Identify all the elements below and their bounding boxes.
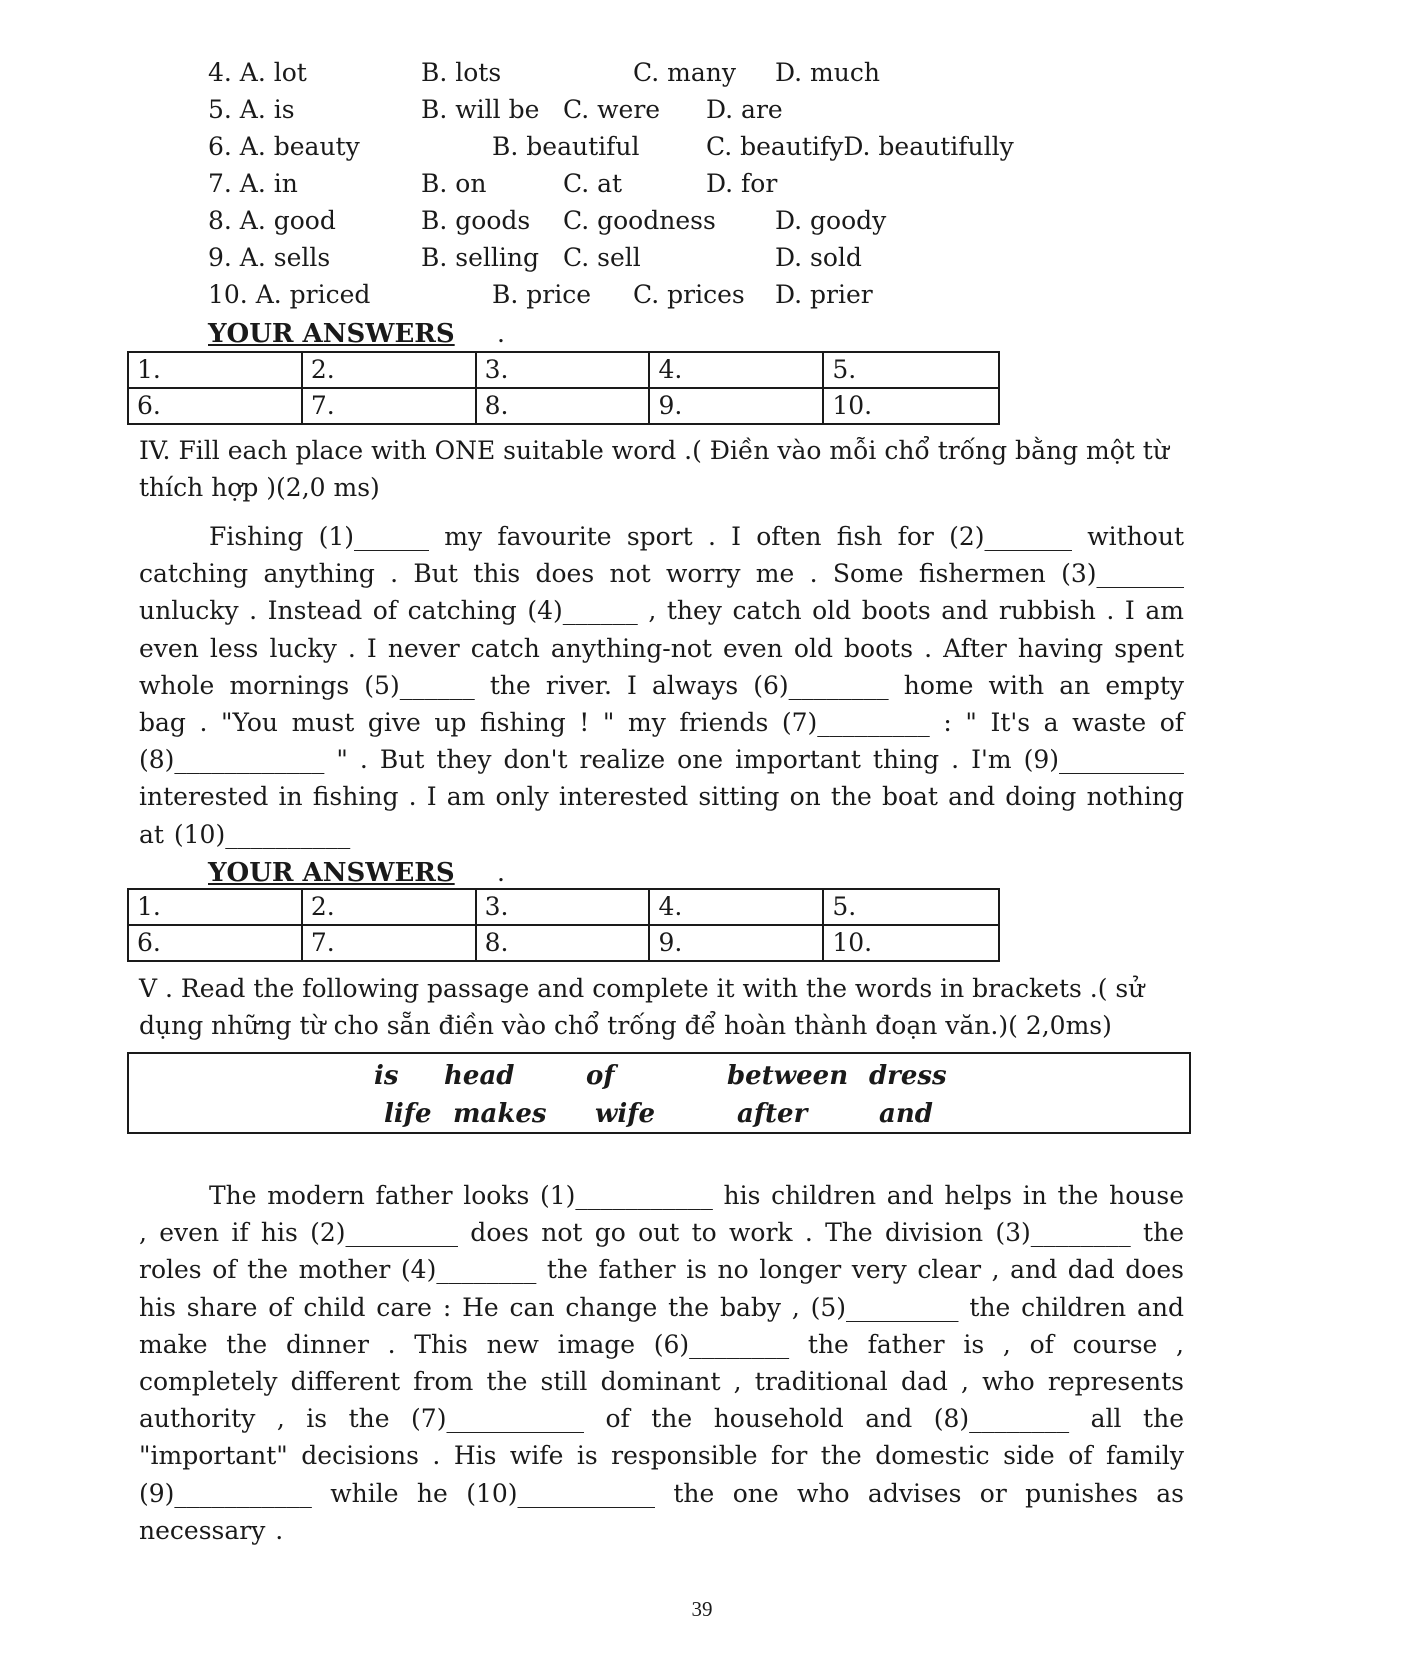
answer-cell-6[interactable]: 6. bbox=[128, 388, 302, 424]
option-b: B. price bbox=[492, 280, 592, 309]
answer-cell-2[interactable]: 2. bbox=[302, 889, 476, 925]
option-b: B. lots bbox=[421, 58, 502, 87]
option-a: 4. A. lot bbox=[208, 58, 307, 87]
option-d: D. goody bbox=[775, 206, 887, 235]
option-c: C. were bbox=[563, 95, 661, 124]
word-bank-item: dress bbox=[869, 1061, 947, 1091]
answer-cell-8[interactable]: 8. bbox=[476, 388, 650, 424]
section-v-heading: V . Read the following passage and complete it with the words in brackets .( sử dụng những từ cho sẵn điền vào chổ trống để hoàn thành đoạn văn.)( 2,0ms) bbox=[139, 974, 1145, 1040]
your-answers-heading: YOUR ANSWERS bbox=[208, 319, 455, 349]
option-d: D. for bbox=[706, 169, 778, 198]
answer-table bbox=[127, 888, 1000, 962]
option-a: 6. A. beauty bbox=[208, 132, 360, 161]
word-bank-item: makes bbox=[453, 1099, 547, 1129]
your-answers-dot: . bbox=[497, 319, 505, 348]
word-bank-item: between bbox=[727, 1061, 849, 1091]
option-b: B. beautiful bbox=[492, 132, 640, 161]
answer-cell-6[interactable]: 6. bbox=[128, 925, 302, 961]
your-answers-dot: . bbox=[497, 858, 505, 887]
option-c: C. prices bbox=[633, 280, 745, 309]
answer-cell-4[interactable]: 4. bbox=[649, 352, 823, 388]
word-bank-item: head bbox=[444, 1061, 515, 1091]
option-a: 8. A. good bbox=[208, 206, 336, 235]
answer-table bbox=[127, 351, 1000, 425]
answer-cell-8[interactable]: 8. bbox=[476, 925, 650, 961]
passage-paragraph: Fishing (1)______ my favourite sport . I often fish for (2)_______ without catching anything . But this does not worry me . Some fishermen (3)_______ unlucky . Instead of catching (4)______ , they catch old boots and rubbish . I am even less lucky . I never catch anything-not even old boots . After having spent whole mornings (5)______ the river. I always (6)________ home with an empty bag . "You must give up fishing ! " my friends (7)_________ : " It's a waste of (8)____________ " . But they don't realize one important thing . I'm (9)__________ interested in fishing . I am only interested sitting on the boat and doing nothing at (10)__________ bbox=[139, 522, 1184, 849]
answer-cell-1[interactable]: 1. bbox=[128, 889, 302, 925]
answer-cell-3[interactable]: 3. bbox=[476, 889, 650, 925]
answer-cell-5[interactable]: 5. bbox=[823, 352, 999, 388]
answer-cell-4[interactable]: 4. bbox=[649, 889, 823, 925]
answer-cell-3[interactable]: 3. bbox=[476, 352, 650, 388]
answer-cell-7[interactable]: 7. bbox=[302, 925, 476, 961]
option-c: C. sell bbox=[563, 243, 641, 272]
answer-cell-1[interactable]: 1. bbox=[128, 352, 302, 388]
option-a: 7. A. in bbox=[208, 169, 298, 198]
your-answers-heading: YOUR ANSWERS bbox=[208, 858, 455, 888]
option-a: 9. A. sells bbox=[208, 243, 331, 272]
option-d: D. are bbox=[706, 95, 783, 124]
word-bank-item: is bbox=[374, 1061, 399, 1091]
option-c: C. goodness bbox=[563, 206, 716, 235]
word-bank bbox=[127, 1052, 1191, 1134]
page-number: 39 bbox=[691, 1597, 713, 1621]
option-c: C. many bbox=[633, 58, 736, 87]
option-b: B. on bbox=[421, 169, 487, 198]
answer-cell-10[interactable]: 10. bbox=[823, 925, 999, 961]
answer-cell-9[interactable]: 9. bbox=[649, 388, 823, 424]
option-c: C. beautifyD. beautifully bbox=[706, 132, 1014, 161]
option-b: B. goods bbox=[421, 206, 531, 235]
answer-cell-7[interactable]: 7. bbox=[302, 388, 476, 424]
word-bank-item: after bbox=[737, 1099, 808, 1129]
section-iv-passage bbox=[139, 518, 1184, 853]
answer-cell-10[interactable]: 10. bbox=[823, 388, 999, 424]
option-d: D. prier bbox=[775, 280, 873, 309]
option-b: B. will be bbox=[421, 95, 540, 124]
word-bank-item: life bbox=[384, 1099, 432, 1129]
answer-cell-9[interactable]: 9. bbox=[649, 925, 823, 961]
answer-cell-5[interactable]: 5. bbox=[823, 889, 999, 925]
option-c: C. at bbox=[563, 169, 623, 198]
option-b: B. selling bbox=[421, 243, 539, 272]
option-a: 5. A. is bbox=[208, 95, 295, 124]
option-d: D. much bbox=[775, 58, 880, 87]
passage-paragraph: The modern father looks (1)___________ his children and helps in the house , even if his (2)_________ does not go out to work . The division (3)________ the roles of the mother (4)________ the father is no longer very clear , and dad does his share of child care : He can change the baby , (5)_________ the children and make the dinner . This new image (6)________ the father is , of course , completely different from the still dominant , traditional dad , who represents authority , is the (7)___________ of the household and (8)________ all the "important" decisions . His wife is responsible for the domestic side of family (9)___________ while he (10)___________ the one who advises or punishes as necessary . bbox=[139, 1181, 1184, 1545]
answer-cell-2[interactable]: 2. bbox=[302, 352, 476, 388]
option-a: 10. A. priced bbox=[208, 280, 371, 309]
word-bank-item: of bbox=[586, 1061, 615, 1091]
section-v-passage bbox=[139, 1177, 1184, 1549]
word-bank-item: wife bbox=[595, 1099, 655, 1129]
section-iv-heading: IV. Fill each place with ONE suitable word .( Điền vào mỗi chổ trống bằng một từ thích hợp )(2,0 ms) bbox=[139, 436, 1169, 502]
option-d: D. sold bbox=[775, 243, 862, 272]
word-bank-item: and bbox=[879, 1099, 933, 1129]
